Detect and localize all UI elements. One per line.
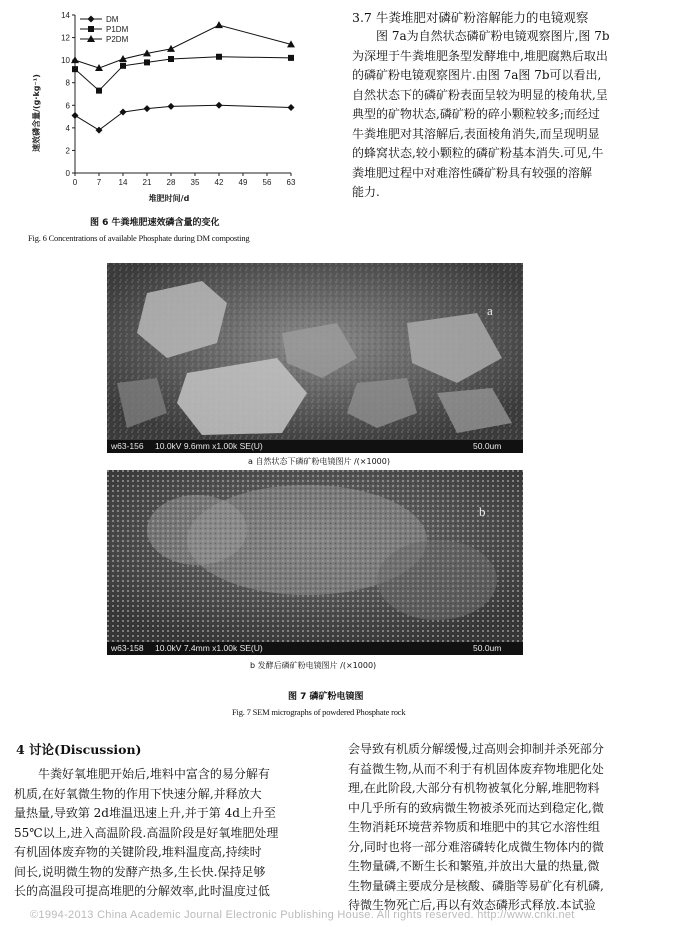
sem-b-infobar [107,642,523,655]
sem-b-scale: 50.0um [473,643,502,653]
x-tick-label: 21 [142,178,152,187]
x-axis-label: 堆肥时间/d [148,194,190,203]
sec37-body-line: 能力. [352,185,380,199]
x-tick-label: 0 [72,178,78,187]
sec37-body-line: 牛粪堆肥对其溶解后,表面棱角消失,而呈现明显 [352,126,600,141]
sec4-right-line: 生物消耗环境营养物质和堆肥中的其它水溶性组 [348,820,601,834]
sem-b-params: 10.0kV 7.4mm x1.00k SE(U) [155,643,263,653]
fig6-caption-cn: 图 6 牛粪堆肥速效磷含量的变化 [90,218,220,228]
series-line-p1dm [75,57,291,91]
data-point-p2dm [167,45,175,52]
data-point-p1dm [96,88,102,94]
sec4-left-line: 间长,说明微生物的发酵产热多,生长快.保持足够 [14,864,266,879]
data-point-dm [288,104,295,111]
section-4-right-column [348,740,662,916]
sem-b-texture [107,470,523,642]
legend-marker-dm [88,16,95,23]
sec4-right-line: 会导致有机质分解缓慢,过高则会抑制并杀死部分 [348,742,604,756]
series-p1dm [72,54,294,94]
footer-copyright: ©1994-2013 China Academic Journal Electronic Publishing House. All rights reserved. http://www.cnki.net [30,909,575,921]
section-3-7-body [352,27,662,203]
sec4-left-line: 长的高温段可提高堆肥的分解效率,此时温度过低 [14,884,270,898]
y-tick-label: 12 [61,33,70,43]
sem-b-subcaption: b 发酵后磷矿粉电镜图片 /(×1000) [250,661,377,670]
chart-axes [61,11,296,187]
series-line-dm [75,105,291,130]
sem-a-scale: 50.0um [473,441,502,451]
x-tick-label: 56 [262,178,272,187]
sem-b-tag: b [479,504,486,519]
fig6-chart [28,5,303,210]
y-tick-label: 6 [65,101,70,111]
x-tick-label: 14 [118,178,128,187]
fig7-caption-cn: 图 7 磷矿粉电镜图 [288,692,364,702]
x-tick-label: 7 [96,178,102,187]
legend-label-p2dm: P2DM [106,35,129,44]
sec4-left-line: 量热量,导致第 2d堆温迅速上升,并于第 4d上升至 [14,806,276,820]
sem-b-id: w63-158 [111,643,144,653]
sec4-right-line: 生物量磷,不断生长和繁殖,并放出大量的热量,微 [348,859,600,873]
x-tick-label: 42 [214,178,224,187]
y-tick-label: 2 [65,146,70,156]
sem-a-subcaption: a 自然状态下磷矿粉电镜图片 /(×1000) [248,457,390,466]
sem-a-params: 10.0kV 9.6mm x1.00k SE(U) [155,441,263,451]
series-dm [72,102,295,134]
data-point-p1dm [144,59,150,65]
data-point-dm [144,105,151,112]
sec4-right-line: 有益微生物,从而不利于有机固体废弃物堆肥化处 [348,761,604,776]
x-tick-label: 35 [190,178,200,187]
sec4-right-line: 分,同时也将一部分难溶磷转化成微生物体内的微 [348,839,604,854]
data-point-p1dm [120,63,126,69]
sem-a-infobar [107,440,523,453]
sec4-right-line: 中几乎所有的致病微生物被杀死而达到稳定化,微 [348,800,604,815]
sem-a-id: w63-156 [111,441,144,451]
fig6-caption-en: Fig. 6 Concentrations of available Phosphate during DM composting [28,233,250,243]
data-point-dm [216,102,223,109]
sec4-right-line: 生物量磷主要成分是核酸、磷脂等易矿化有机磷, [348,878,604,893]
data-point-dm [72,112,79,119]
sem-a-tag: a [487,303,493,318]
sec4-left-line: 牛粪好氧堆肥开始后,堆料中富含的易分解有 [38,767,270,781]
legend-label-dm: DM [106,15,119,24]
x-tick-label: 49 [238,178,248,187]
chart-series [71,21,295,133]
section-4-heading: 4 讨论(Discussion) [16,742,142,757]
sem-a-texture [107,263,523,440]
data-point-p1dm [216,54,222,60]
section-3-7-heading: 3.7 牛粪堆肥对磷矿粉溶解能力的电镜观察 [352,10,589,25]
sec37-body-line: 粪堆肥过程中对难溶性磷矿粉具有较强的溶解 [352,165,593,180]
y-tick-label: 14 [61,11,70,20]
sec37-body-line: 的磷矿粉电镜观察图片.由图 7a图 7b可以看出, [352,68,602,82]
sec37-body-line: 自然状态下的磷矿粉表面呈较为明显的棱角状,呈 [352,87,608,102]
legend-label-p1dm: P1DM [106,25,129,34]
y-tick-label: 10 [61,56,70,66]
sec37-body-line: 图 7a为自然状态磷矿粉电镜观察图片,图 7b [376,29,610,43]
y-tick-label: 0 [65,169,70,178]
data-point-p1dm [288,55,294,61]
data-point-p2dm [215,21,223,28]
data-point-p1dm [72,66,78,72]
y-tick-label: 4 [65,123,70,133]
sem-image-a [107,263,523,453]
sec37-body-line: 典型的矿物状态,磷矿粉的碎小颗粒较多;而经过 [352,107,600,121]
sec37-body-line: 的蜂窝状态,较小颗粒的磷矿粉基本消失.可见,牛 [352,146,604,160]
x-tick-label: 28 [166,178,176,187]
sec4-left-line: 有机固体废弃物的关键阶段,堆料温度高,持续时 [14,845,262,859]
sem-image-b [107,470,523,655]
x-tick-label: 63 [286,178,296,187]
sec4-right-line: 待微生物死亡后,再以有效态磷形式释放.本试验 [348,898,596,912]
section-4-left-column [14,765,326,902]
chart-legend [80,15,129,44]
data-point-p1dm [168,56,174,62]
fig7-caption-en: Fig. 7 SEM micrographs of powdered Phosphate rock [232,707,406,717]
sec4-left-line: 55℃以上,进入高温阶段.高温阶段是好氧堆肥处理 [14,825,279,840]
data-point-dm [168,103,175,110]
legend-marker-p1dm [88,26,94,32]
sec37-body-line: 为深埋于牛粪堆肥条型发酵堆中,堆肥腐熟后取出 [352,48,608,63]
y-axis-label: 速效磷含量/(g·kg⁻¹) [32,74,41,152]
y-tick-label: 8 [65,78,70,88]
series-p2dm [71,21,295,71]
sec4-right-line: 理,在此阶段,大部分有机物被氧化分解,堆肥物料 [348,781,600,795]
sec4-left-line: 机质,在好氧微生物的作用下快速分解,并释放大 [14,786,262,801]
